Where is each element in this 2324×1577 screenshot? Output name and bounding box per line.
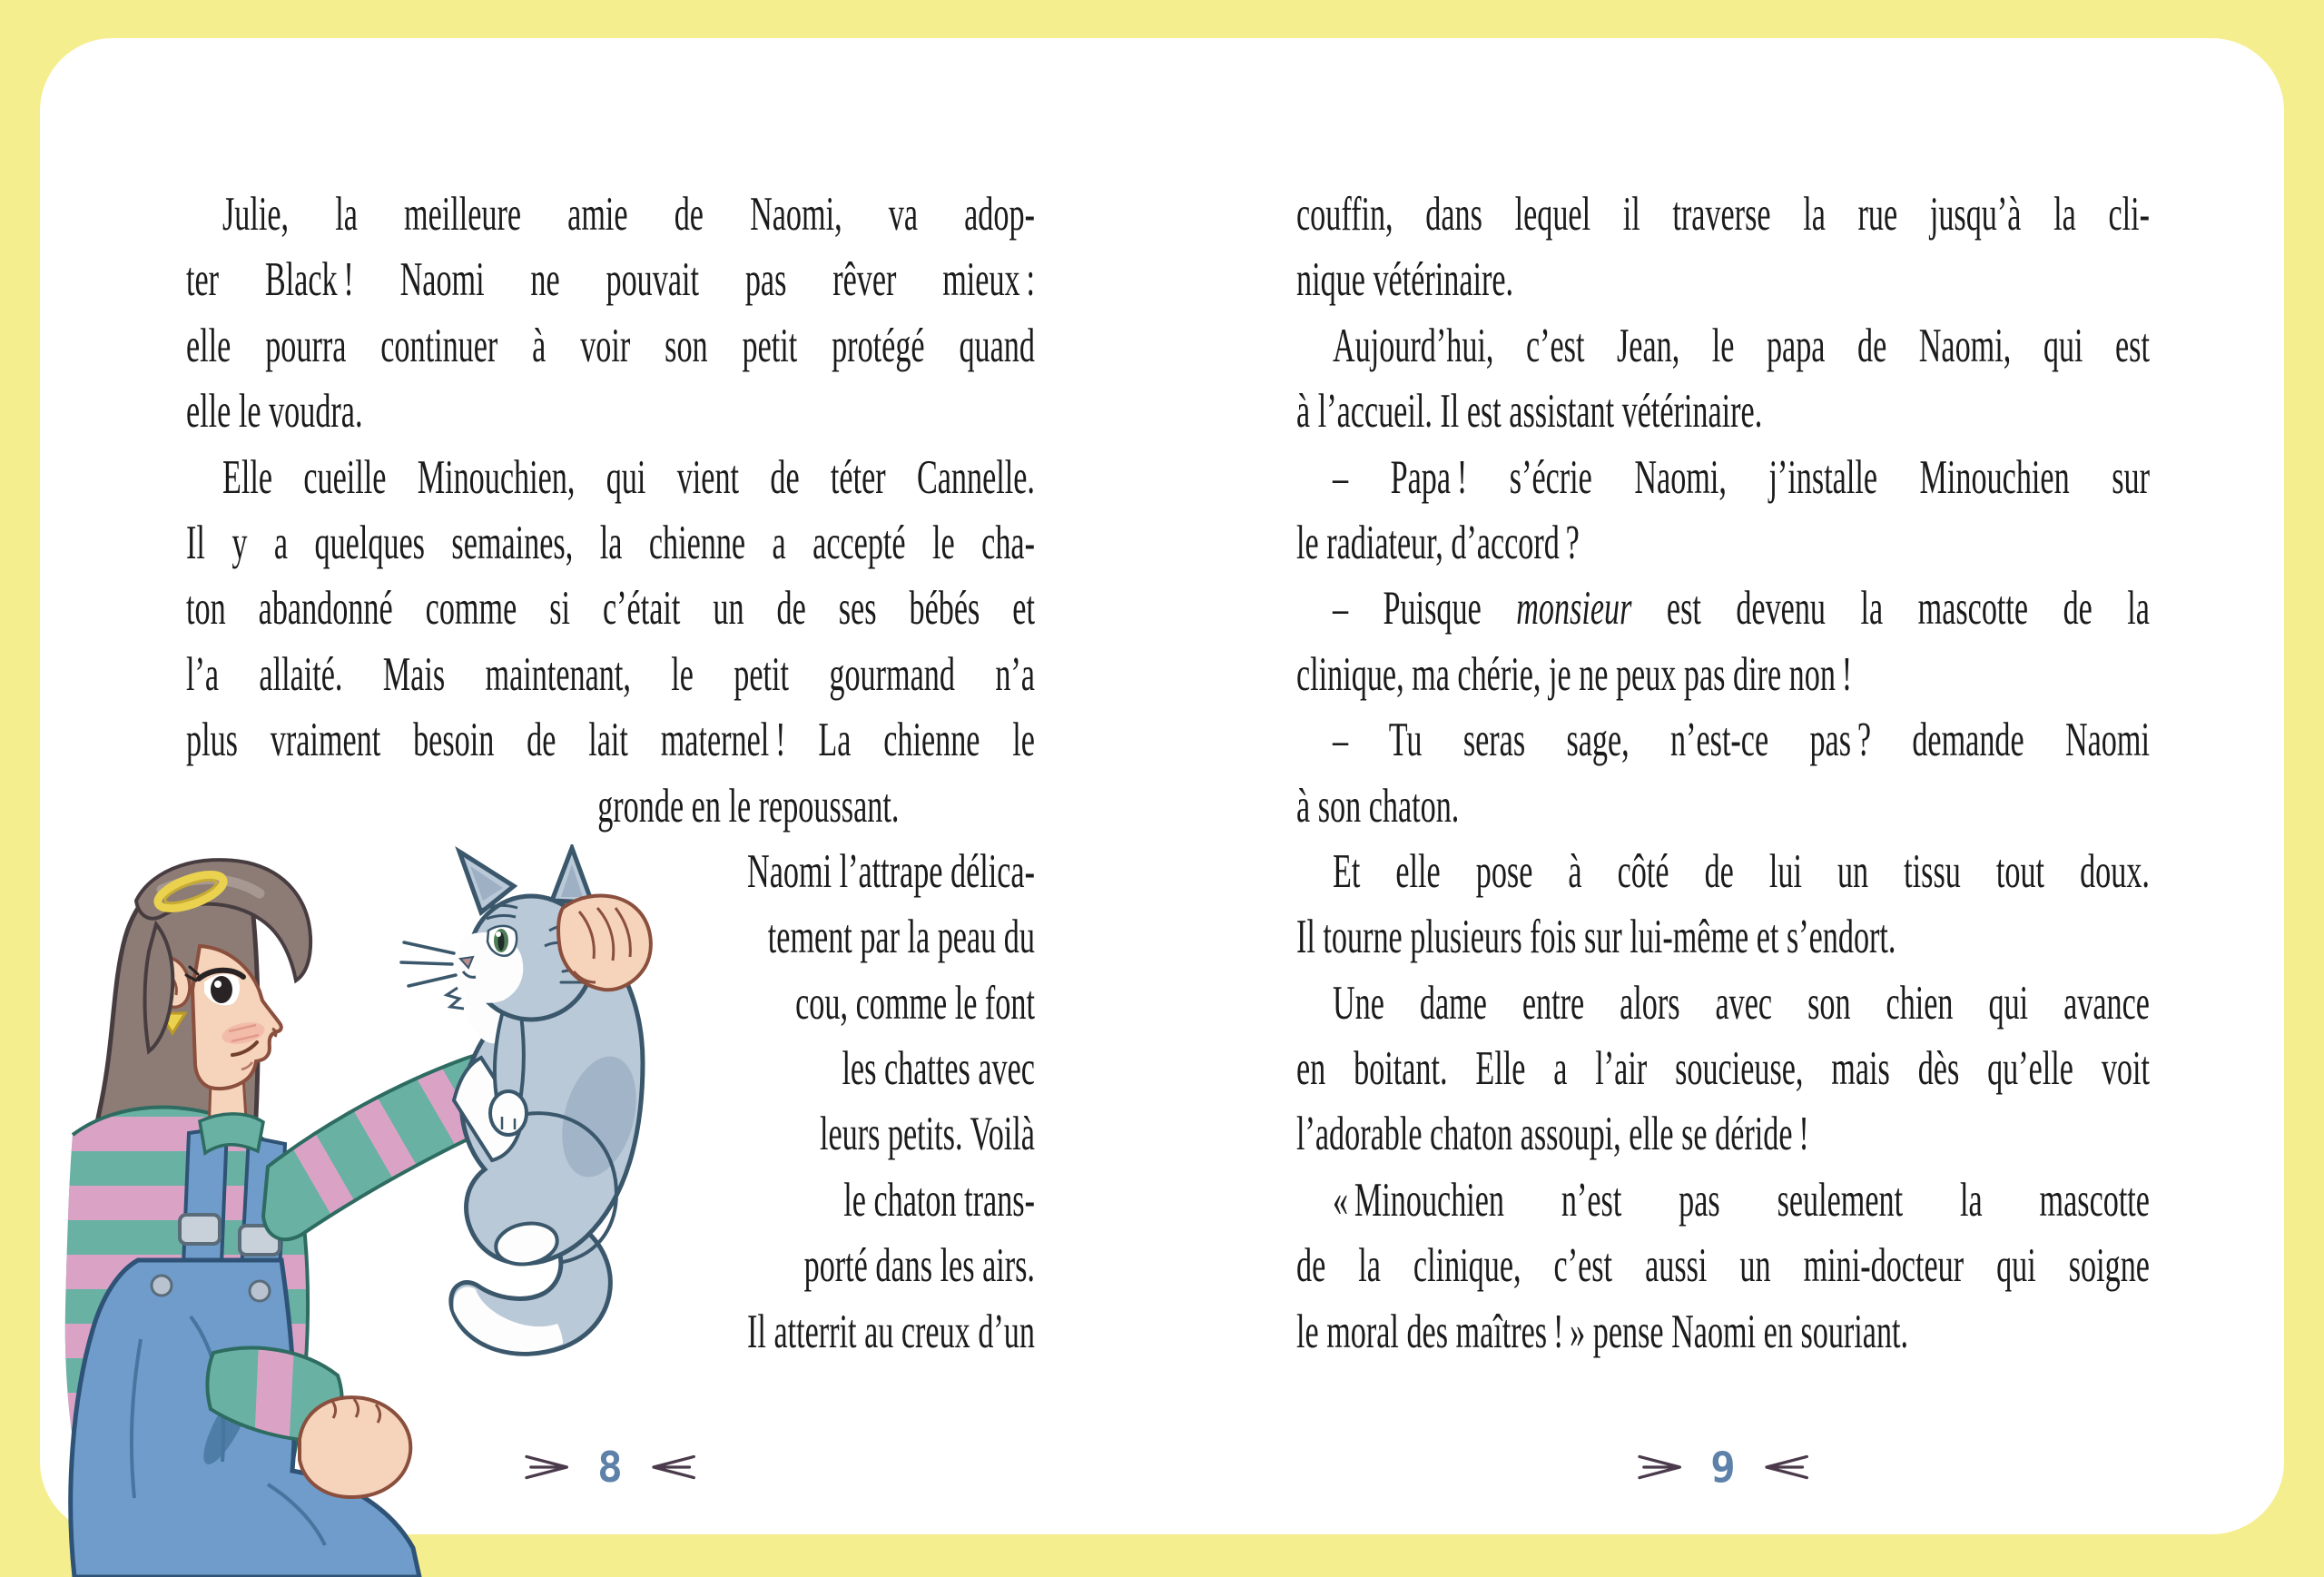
text-line: Naomi l’attrape délica- <box>747 844 1035 898</box>
left-page-footer <box>523 1442 697 1493</box>
text-line: « Minouchien n’est pas seulement la mascotte <box>1332 1173 2150 1227</box>
text-line: les chattes avec <box>842 1042 1035 1096</box>
text-line: gronde en le repoussant. <box>597 779 900 833</box>
text-line: elle pourra continuer à voir son petit protégé quand <box>186 319 1035 372</box>
right-page-text <box>1296 182 2150 1365</box>
text-line: Julie, la meilleure amie de Naomi, va adop- <box>222 188 1035 241</box>
text-line: leurs petits. Voilà <box>819 1108 1035 1161</box>
text-line: ton abandonné comme si c’était un de ses bébés et <box>186 582 1035 636</box>
page-ornament-left-icon <box>523 1453 570 1482</box>
text-line: Aujourd’hui, c’est Jean, le papa de Naomi, qui est <box>1332 319 2150 372</box>
page-ornament-right-icon <box>650 1453 697 1482</box>
left-page-number: 8 <box>597 1443 623 1492</box>
text-line: Il tourne plusieurs fois sur lui-même et s’endort. <box>1296 911 1896 964</box>
text-line: le radiateur, d’accord ? <box>1296 516 1580 569</box>
text-line: en boitant. Elle a l’air soucieuse, mais dès qu’elle voit <box>1296 1042 2150 1096</box>
text-line: l’a allaité. Mais maintenant, le petit gourmand n’a <box>186 647 1035 701</box>
text-line: de la clinique, c’est aussi un mini-docteur qui soigne <box>1296 1239 2150 1293</box>
text-line: tement par la peau du <box>767 911 1035 964</box>
text-line: Il atterrit au creux d’un <box>747 1305 1035 1358</box>
text-line: – Papa ! s’écrie Naomi, j’installe Minouchien sur <box>1332 450 2150 504</box>
text-line: cou, comme le font <box>795 976 1035 1030</box>
text-line: Et elle pose à côté de lui un tissu tout doux. <box>1332 844 2150 898</box>
text-line: à son chaton. <box>1296 779 1460 833</box>
page-ornament-left-icon <box>1636 1453 1683 1482</box>
page-ornament-right-icon <box>1763 1453 1810 1482</box>
text-line: – Puisque monsieur est devenu la mascotte de la <box>1332 582 2150 636</box>
text-line: nique vétérinaire. <box>1296 253 1514 307</box>
text-line: plus vraiment besoin de lait maternel ! La chienne le <box>186 714 1035 767</box>
text-line: le moral des maîtres ! » pense Naomi en souriant. <box>1296 1305 1909 1358</box>
text-line: le chaton trans- <box>843 1173 1035 1227</box>
text-line: Une dame entre alors avec son chien qui avance <box>1332 976 2150 1030</box>
left-page-text <box>186 182 1035 1365</box>
right-page-footer <box>1636 1442 1810 1493</box>
text-line: Il y a quelques semaines, la chienne a accepté le cha- <box>186 516 1035 569</box>
text-line: porté dans les airs. <box>803 1239 1035 1293</box>
text-line: elle le voudra. <box>186 385 363 439</box>
text-line: Elle cueille Minouchien, qui vient de téter Cannelle. <box>222 450 1035 504</box>
text-line: clinique, ma chérie, je ne peux pas dire non ! <box>1296 647 1853 701</box>
text-line: l’adorable chaton assoupi, elle se déride ! <box>1296 1108 1809 1161</box>
text-line: – Tu seras sage, n’est-ce pas ? demande Naomi <box>1332 714 2150 767</box>
text-line: couffin, dans lequel il traverse la rue jusqu’à la cli- <box>1296 188 2150 241</box>
text-line: ter Black ! Naomi ne pouvait pas rêver mieux : <box>186 253 1035 307</box>
text-line: à l’accueil. Il est assistant vétérinaire. <box>1296 385 1763 439</box>
right-page-number: 9 <box>1710 1443 1736 1492</box>
